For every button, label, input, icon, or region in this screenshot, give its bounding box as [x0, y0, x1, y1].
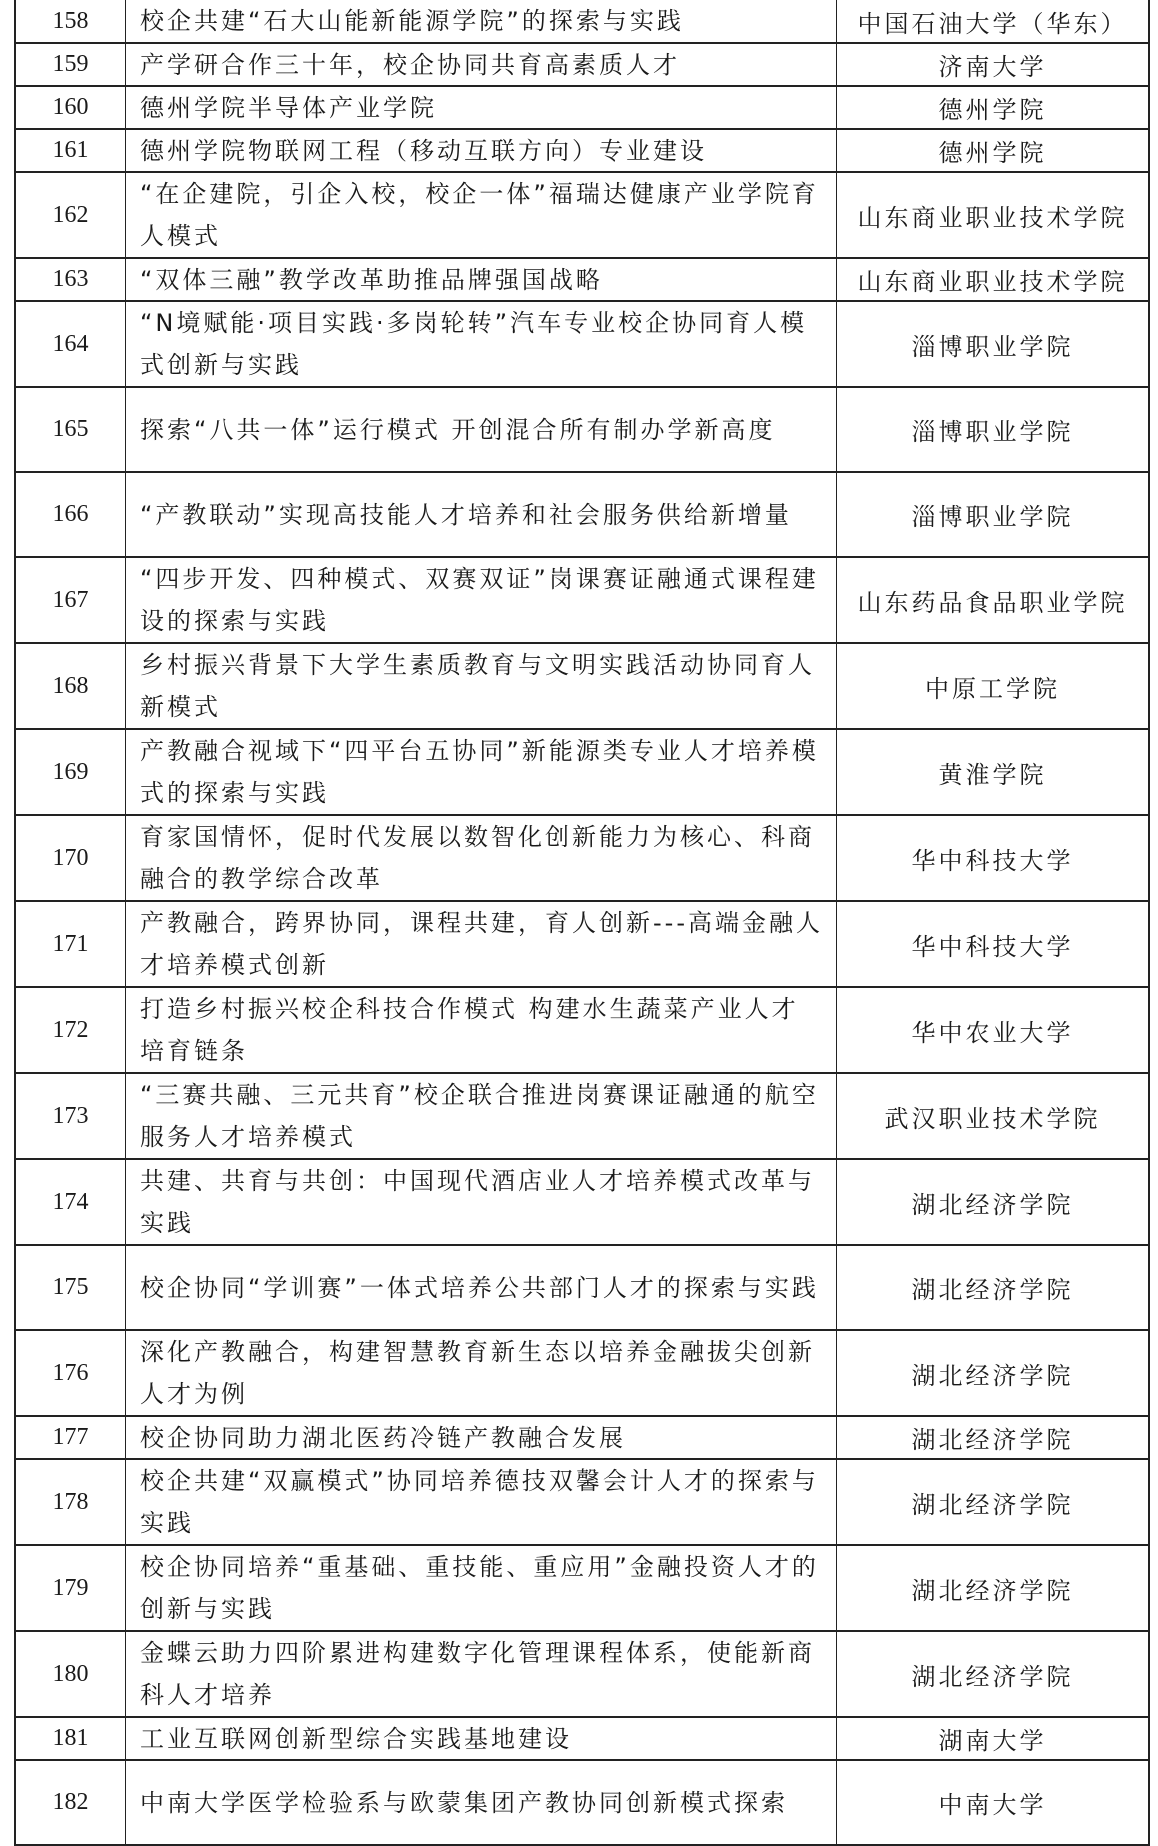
- table-row: [15, 815, 1149, 901]
- table-row: [15, 1760, 1149, 1845]
- row-number: 175: [15, 1245, 126, 1330]
- row-number: 177: [15, 1416, 126, 1459]
- table-row: [15, 86, 1149, 129]
- institution-name: 湖北经济学院: [837, 1159, 1150, 1245]
- table-row: [15, 1717, 1149, 1760]
- row-number: 179: [15, 1545, 126, 1631]
- row-number: 170: [15, 815, 126, 901]
- table-row: [15, 1545, 1149, 1631]
- table-row: [15, 643, 1149, 729]
- institution-name: 德州学院: [837, 86, 1150, 129]
- institution-name: 华中农业大学: [837, 987, 1150, 1073]
- project-title: 产教融合视域下“四平台五协同”新能源类专业人才培养模式的探索与实践: [126, 729, 837, 815]
- project-title: 打造乡村振兴校企科技合作模式 构建水生蔬菜产业人才培育链条: [126, 987, 837, 1073]
- row-number: 171: [15, 901, 126, 987]
- table-row: [15, 43, 1149, 86]
- row-number: 181: [15, 1717, 126, 1760]
- project-title: 校企协同助力湖北医药冷链产教融合发展: [126, 1416, 837, 1459]
- project-title: “N境赋能·项目实践·多岗轮转”汽车专业校企协同育人模式创新与实践: [126, 301, 837, 387]
- row-number: 168: [15, 643, 126, 729]
- institution-name: 华中科技大学: [837, 901, 1150, 987]
- project-title: 德州学院物联网工程（移动互联方向）专业建设: [126, 129, 837, 172]
- row-number: 173: [15, 1073, 126, 1159]
- project-title: 探索“八共一体”运行模式 开创混合所有制办学新高度: [126, 387, 837, 472]
- project-title: 产学研合作三十年，校企协同共育高素质人才: [126, 43, 837, 86]
- row-number: 174: [15, 1159, 126, 1245]
- table-row: [15, 557, 1149, 643]
- project-title: 工业互联网创新型综合实践基地建设: [126, 1717, 837, 1760]
- table-row: [15, 1416, 1149, 1459]
- row-number: 172: [15, 987, 126, 1073]
- table-row: [15, 0, 1149, 43]
- table-row: [15, 901, 1149, 987]
- institution-name: 淄博职业学院: [837, 472, 1150, 557]
- row-number: 160: [15, 86, 126, 129]
- institution-name: 黄淮学院: [837, 729, 1150, 815]
- project-title: 中南大学医学检验系与欧蒙集团产教协同创新模式探索: [126, 1760, 837, 1845]
- institution-name: 湖北经济学院: [837, 1545, 1150, 1631]
- table-body: [15, 0, 1149, 1845]
- table-row: [15, 258, 1149, 301]
- row-number: 167: [15, 557, 126, 643]
- row-number: 162: [15, 172, 126, 258]
- row-number: 169: [15, 729, 126, 815]
- institution-name: 山东商业职业技术学院: [837, 172, 1150, 258]
- table-row: [15, 1245, 1149, 1330]
- project-title: “三赛共融、三元共育”校企联合推进岗赛课证融通的航空服务人才培养模式: [126, 1073, 837, 1159]
- table-row: [15, 1330, 1149, 1416]
- project-title: 校企协同“学训赛”一体式培养公共部门人才的探索与实践: [126, 1245, 837, 1330]
- project-title: 共建、共育与共创：中国现代酒店业人才培养模式改革与实践: [126, 1159, 837, 1245]
- project-title: 金蝶云助力四阶累进构建数字化管理课程体系，使能新商科人才培养: [126, 1631, 837, 1717]
- institution-name: 湖北经济学院: [837, 1245, 1150, 1330]
- row-number: 158: [52, 7, 89, 34]
- institution-name: 济南大学: [837, 43, 1150, 86]
- institution-name: 中原工学院: [837, 643, 1150, 729]
- institution-name: 德州学院: [837, 129, 1150, 172]
- row-number: 164: [15, 301, 126, 387]
- table-row: [15, 1159, 1149, 1245]
- table-row: [15, 729, 1149, 815]
- project-list-table: [14, 0, 1150, 1846]
- institution-name: 中国石油大学（华东）: [837, 0, 1150, 43]
- project-title: 产教融合，跨界协同，课程共建，育人创新---高端金融人才培养模式创新: [126, 901, 837, 987]
- row-number: 182: [15, 1760, 126, 1845]
- row-number: 159: [15, 43, 126, 86]
- table-row: [15, 387, 1149, 472]
- project-title: 德州学院半导体产业学院: [126, 86, 837, 129]
- institution-name: 武汉职业技术学院: [837, 1073, 1150, 1159]
- project-title: “四步开发、四种模式、双赛双证”岗课赛证融通式课程建设的探索与实践: [126, 557, 837, 643]
- institution-name: 湖北经济学院: [837, 1416, 1150, 1459]
- table-row: [15, 301, 1149, 387]
- project-title: “产教联动”实现高技能人才培养和社会服务供给新增量: [126, 472, 837, 557]
- project-title: 乡村振兴背景下大学生素质教育与文明实践活动协同育人新模式: [126, 643, 837, 729]
- institution-name: 华中科技大学: [837, 815, 1150, 901]
- row-number: 163: [15, 258, 126, 301]
- project-title: 校企协同培养“重基础、重技能、重应用”金融投资人才的创新与实践: [126, 1545, 837, 1631]
- institution-name: 湖北经济学院: [837, 1631, 1150, 1717]
- project-title: “在企建院，引企入校，校企一体”福瑞达健康产业学院育人模式: [126, 172, 837, 258]
- table-row: [15, 987, 1149, 1073]
- table-row: [15, 1631, 1149, 1717]
- row-number: 165: [15, 387, 126, 472]
- table-row: [15, 1459, 1149, 1545]
- institution-name: 湖北经济学院: [837, 1459, 1150, 1545]
- table-row: [15, 472, 1149, 557]
- project-title: “双体三融”教学改革助推品牌强国战略: [126, 258, 837, 301]
- row-number: 166: [15, 472, 126, 557]
- institution-name: 山东药品食品职业学院: [837, 557, 1150, 643]
- row-number: 161: [15, 129, 126, 172]
- institution-name: 山东商业职业技术学院: [837, 258, 1150, 301]
- project-title: 校企共建“石大山能新能源学院”的探索与实践: [126, 0, 837, 43]
- table-row: [15, 129, 1149, 172]
- institution-name: 湖南大学: [837, 1717, 1150, 1760]
- project-title: 育家国情怀，促时代发展以数智化创新能力为核心、科商融合的教学综合改革: [126, 815, 837, 901]
- institution-name: 淄博职业学院: [837, 387, 1150, 472]
- project-title: 校企共建“双赢模式”协同培养德技双馨会计人才的探索与实践: [126, 1459, 837, 1545]
- institution-name: 湖北经济学院: [837, 1330, 1150, 1416]
- row-number: 178: [15, 1459, 126, 1545]
- table-row: [15, 172, 1149, 258]
- row-number: 176: [15, 1330, 126, 1416]
- project-title: 深化产教融合，构建智慧教育新生态以培养金融拔尖创新人才为例: [126, 1330, 837, 1416]
- institution-name: 淄博职业学院: [837, 301, 1150, 387]
- table-row: [15, 1073, 1149, 1159]
- row-number: 180: [15, 1631, 126, 1717]
- institution-name: 中南大学: [837, 1760, 1150, 1845]
